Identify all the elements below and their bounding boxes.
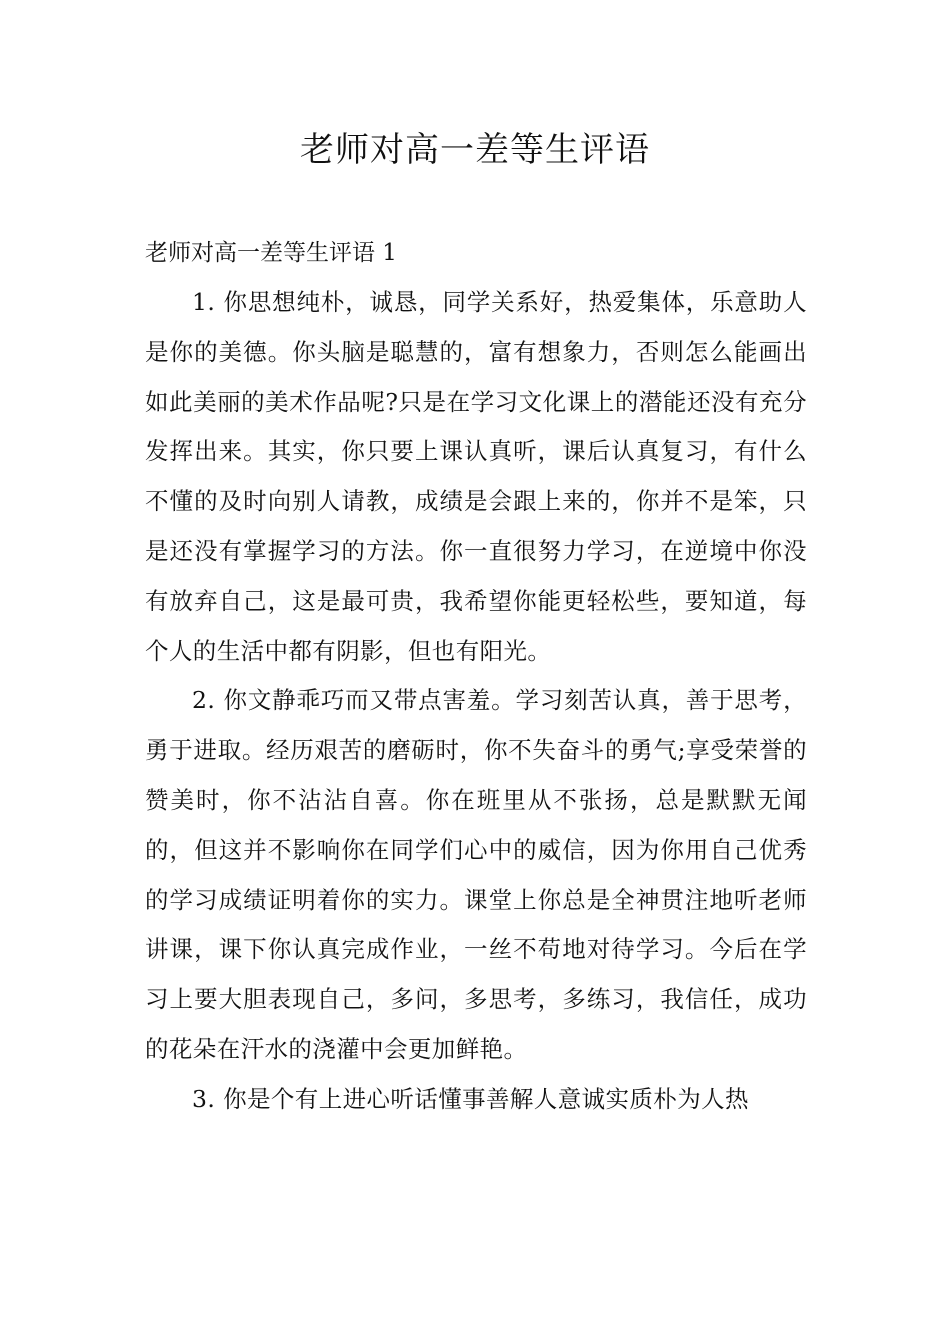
document-body	[145, 228, 807, 1125]
comment-paragraph-1: 1. 你思想纯朴，诚恳，同学关系好，热爱集体，乐意助人是你的美德。你头脑是聪慧的，富有想象力，否则怎么能画出如此美丽的美术作品呢?只是在学习文化课上的潜能还没有充分发挥出来。其实，你只要上课认真听，课后认真复习，有什么不懂的及时向别人请教，成绩是会跟上来的，你并不是笨，只是还没有掌握学习的方法。你一直很努力学习，在逆境中你没有放弃自己，这是最可贵，我希望你能更轻松些，要知道，每个人的生活中都有阴影，但也有阳光。	[145, 288, 807, 665]
comment-paragraph-2: 2. 你文静乖巧而又带点害羞。学习刻苦认真，善于思考，勇于进取。经历艰苦的磨砺时，你不失奋斗的勇气;享受荣誉的赞美时，你不沾沾自喜。你在班里从不张扬，总是默默无闻的，但这并不影响你在同学们心中的威信，因为你用自己优秀的学习成绩证明着你的实力。课堂上你总是全神贯注地听老师讲课，课下你认真完成作业，一丝不苟地对待学习。今后在学习上要大胆表现自己，多问，多思考，多练习，我信任，成功的花朵在汗水的浇灌中会更加鲜艳。	[145, 686, 807, 1063]
document-title: 老师对高一差等生评语	[300, 130, 650, 170]
comment-paragraph-3: 3. 你是个有上进心听话懂事善解人意诚实质朴为人热	[192, 1084, 749, 1113]
section-heading: 老师对高一差等生评语 1	[145, 240, 397, 266]
